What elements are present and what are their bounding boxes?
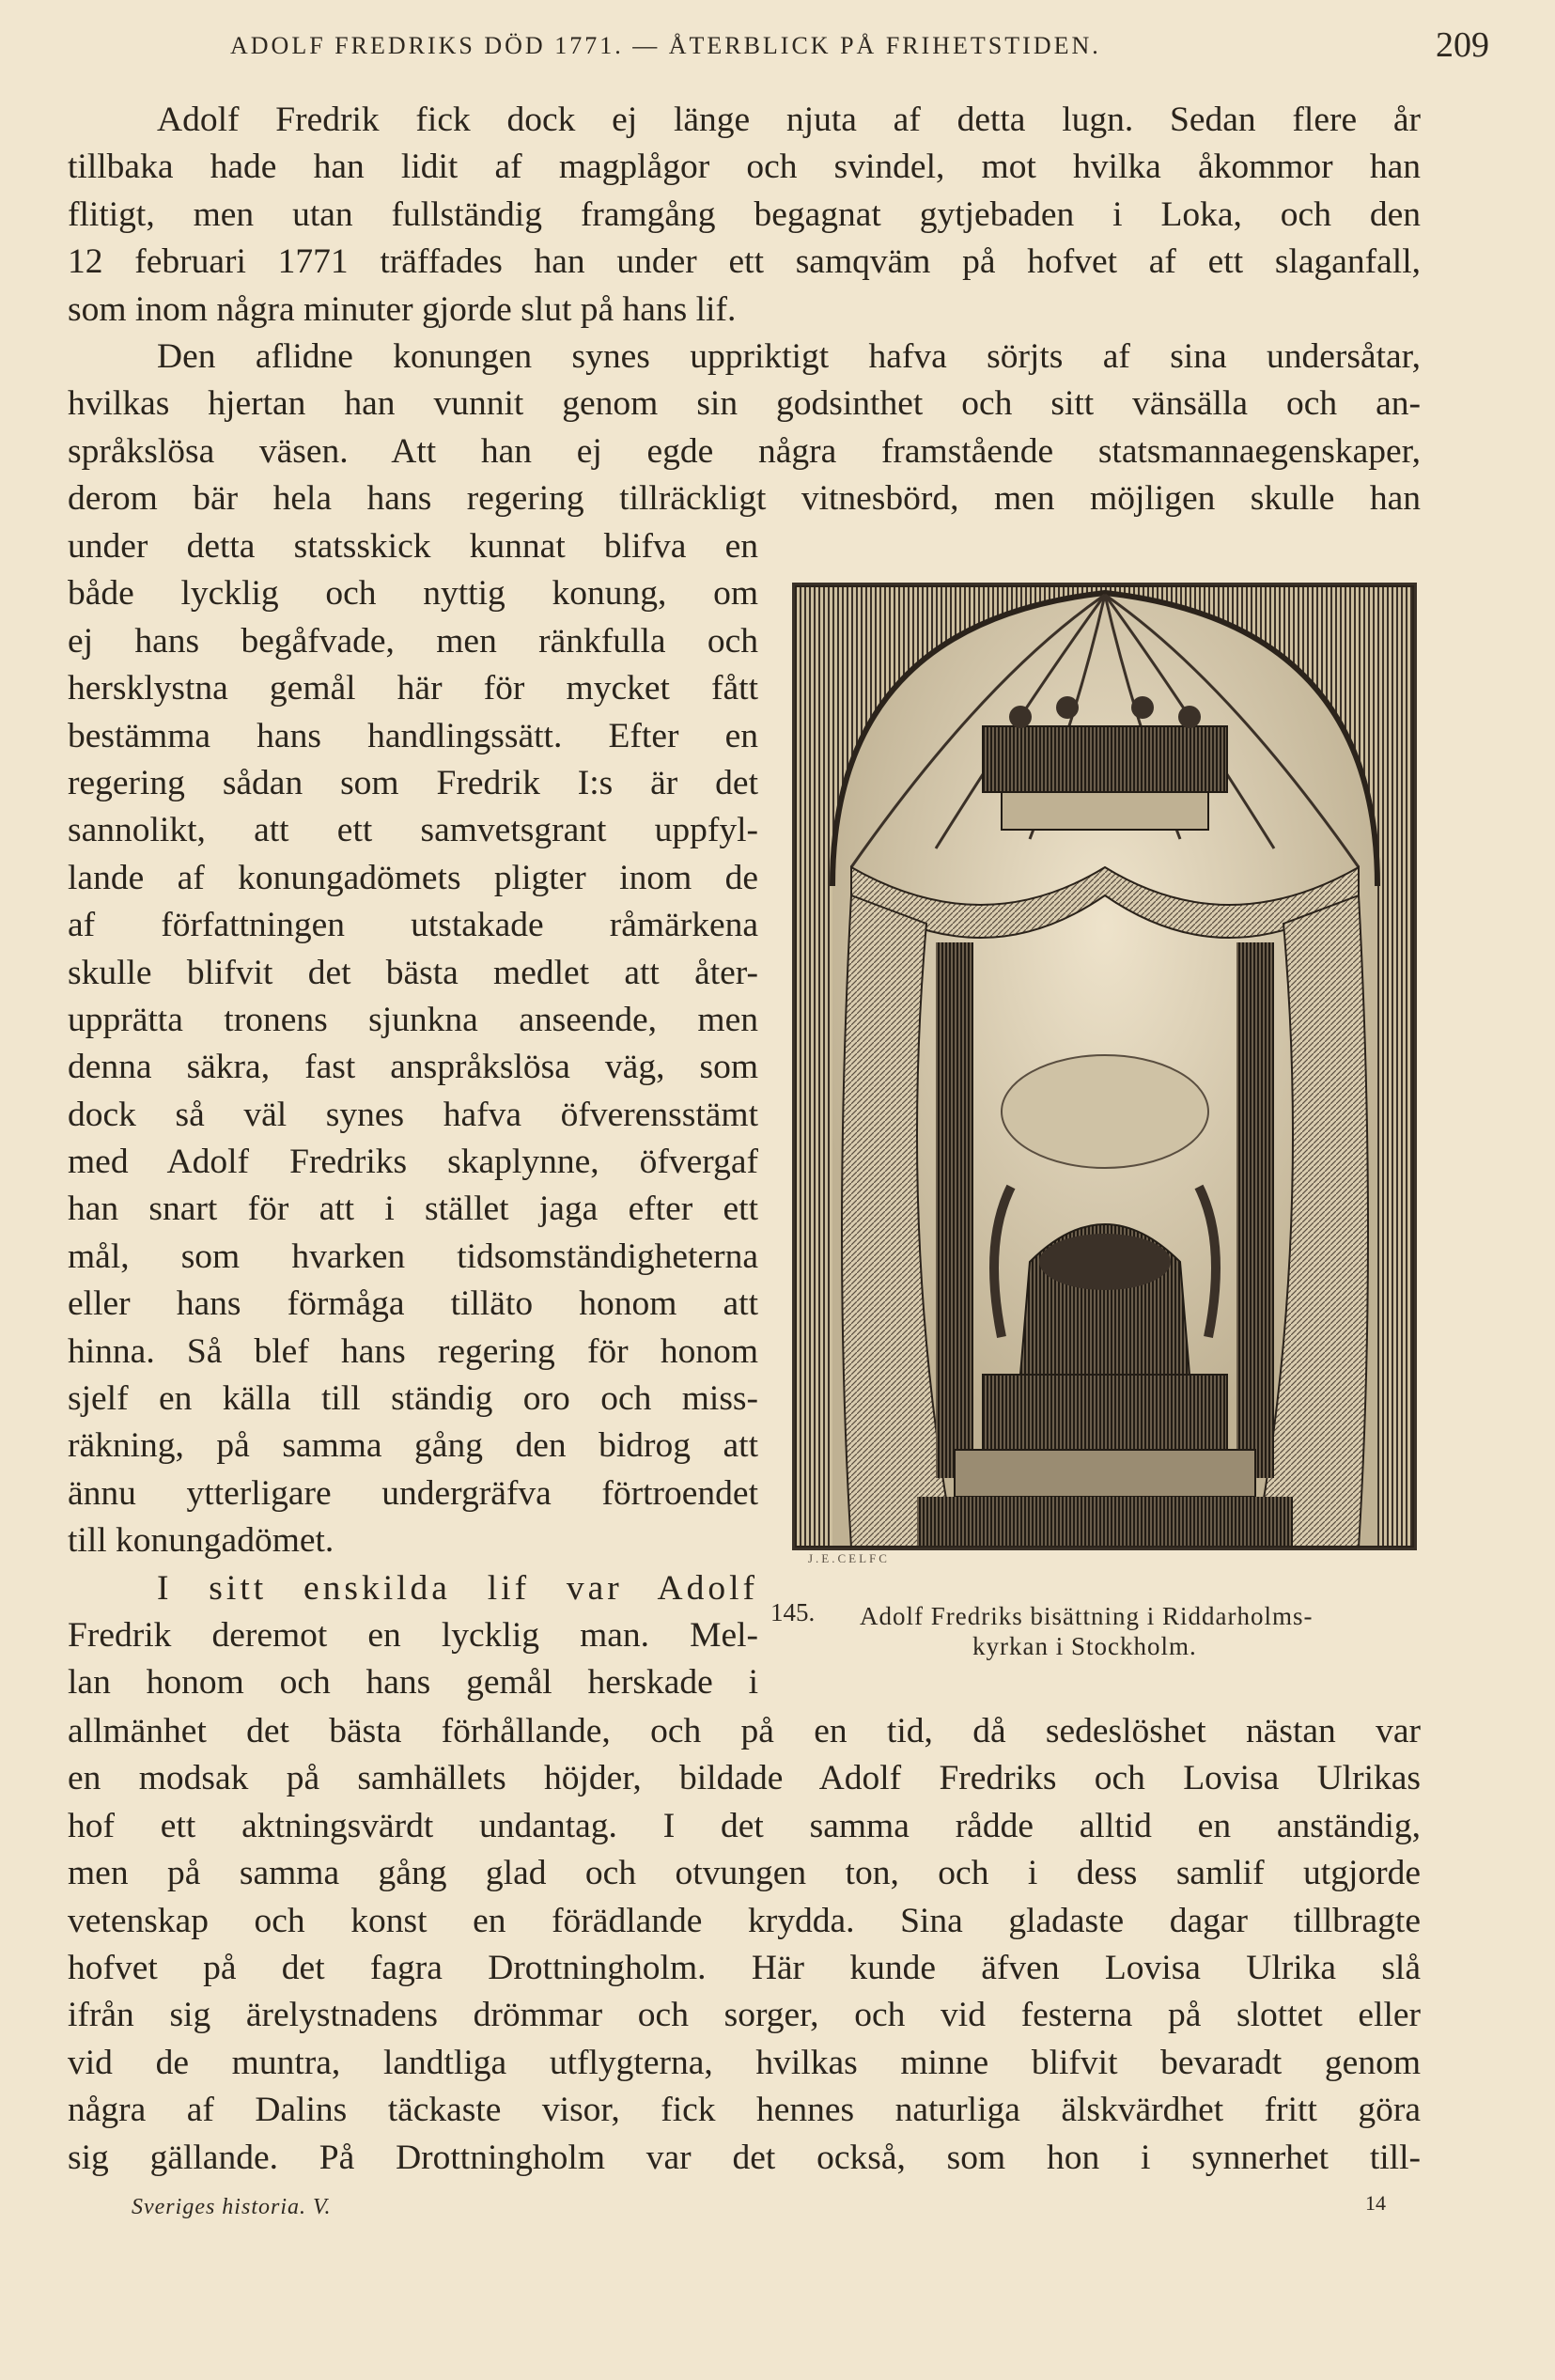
text-line: 12 februari 1771 träffades han under ett samqväm på hofvet af ett slaganfall, [68, 242, 1421, 282]
text-line: både lycklig och nyttig konung, om [68, 574, 758, 614]
text-line: men på samma gång glad och otvungen ton, och i dess samlif utgjorde [68, 1854, 1421, 1893]
text-line: regering sådan som Fredrik I:s är det [68, 763, 758, 802]
text-line: hofvet på det fagra Drottningholm. Här kunde äfven Lovisa Ulrika slå [68, 1948, 1421, 1987]
text-line: till konungadömet. [68, 1521, 334, 1561]
text-line: sjelf en källa till ständig oro och miss- [68, 1379, 758, 1419]
catafalque-engraving-icon [795, 585, 1414, 1548]
text-line: räkning, på samma gång den bidrog att [68, 1426, 758, 1466]
text-line: lan honom och hans gemål herskade i [68, 1663, 758, 1703]
text-line: eller hans förmåga tilläto honom att [68, 1284, 758, 1324]
text-line: I sitt enskilda lif var Adolf [157, 1568, 758, 1608]
bottom-paragraph [68, 1708, 1421, 2182]
text-line: språkslösa väsen. Att han ej egde några framstående statsmannaegenskaper, [68, 431, 1421, 471]
text-line: med Adolf Fredriks skaplynne, öfvergaf [68, 1143, 758, 1182]
text-line: upprätta tronens sjunkna anseende, men [68, 1000, 758, 1039]
text-line: ifrån sig ärelystnadens drömmar och sorger, och vid festerna på slottet eller [68, 1996, 1421, 2035]
text-line: vetenskap och konst en förädlande krydda. Sina gladaste dagar tillbragte [68, 1901, 1421, 1940]
text-line: Den aflidne konungen synes uppriktigt hafva sörjts af sina undersåtar, [157, 336, 1421, 376]
text-line: derom bär hela hans regering tillräckligt vitnesbörd, men möjligen skulle han [68, 479, 1421, 519]
text-line: hof ett aktningsvärdt undantag. I det samma rådde alltid en anständig, [68, 1806, 1421, 1845]
text-line: Fredrik deremot en lycklig man. Mel- [68, 1615, 758, 1655]
text-line: ännu ytterligare undergräfva förtroendet [68, 1473, 758, 1513]
text-line: några af Dalins täckaste visor, fick hennes naturliga älskvärdhet fritt göra [68, 2091, 1421, 2130]
text-line: sig gällande. På Drottningholm var det också, som hon i synnerhet till- [68, 2138, 1421, 2177]
text-line: allmänhet det bästa förhållande, och på en tid, då sedeslöshet nästan var [68, 1712, 1421, 1750]
text-line: sannolikt, att ett samvetsgrant uppfyl- [68, 811, 758, 850]
page-number: 209 [1436, 25, 1489, 65]
text-line: skulle blifvit det bästa medlet att åter- [68, 953, 758, 992]
text-line: dock så väl synes hafva öfverensstämt [68, 1095, 758, 1134]
engraving-figure [792, 583, 1417, 1550]
page-footer [132, 2191, 1386, 2229]
text-line: han snart för att i stället jaga efter ett [68, 1190, 758, 1229]
text-line: hinna. Så blef hans regering för honom [68, 1331, 758, 1371]
caption-number: 145. [770, 1598, 816, 1626]
running-head [66, 24, 1489, 71]
text-line: ej hans begåfvade, men ränkfulla och [68, 621, 758, 661]
text-line: Adolf Fredrik fick dock ej länge njuta af detta lugn. Sedan flere år [157, 101, 1421, 139]
text-line: under detta statsskick kunnat blifva en [68, 527, 758, 566]
text-line: vid de muntra, landtliga utflygterna, hvilkas minne blifvit bevaradt genom [68, 2043, 1421, 2082]
sheet-number: 14 [1365, 2191, 1386, 2215]
side-column-text [68, 523, 758, 1707]
caption-line: Adolf Fredriks bisättning i Riddarholms- [860, 1602, 1314, 1630]
running-head-title: ADOLF FREDRIKS DÖD 1771. — ÅTERBLICK PÅ FRIHETSTIDEN. [230, 32, 1101, 59]
text-line: hersklystna gemål här för mycket fått [68, 669, 758, 708]
text-line: tillbaka hade han lidit af magplågor och svindel, mot hvilka åkommor han [68, 148, 1421, 187]
text-line: mål, som hvarken tidsomständigheterna [68, 1237, 758, 1276]
text-line: denna säkra, fast anspråkslösa väg, som [68, 1048, 758, 1087]
text-line: hvilkas hjertan han vunnit genom sin godsinthet och sitt vänsälla och an- [68, 384, 1421, 424]
text-line: af författningen utstakade råmärkena [68, 906, 758, 945]
engraver-signature: J.E.CELFC [808, 1551, 890, 1565]
text-line: en modsak på samhällets höjder, bildade Adolf Fredriks och Lovisa Ulrikas [68, 1759, 1421, 1798]
text-line: flitigt, men utan fullständig framgång begagnat gytjebaden i Loka, och den [68, 194, 1421, 234]
text-line: som inom några minuter gjorde slut på hans lif. [68, 289, 737, 329]
text-line: bestämma hans handlingssätt. Efter en [68, 716, 758, 755]
caption-line: kyrkan i Stockholm. [972, 1632, 1197, 1660]
footer-signature: Sveriges historia. V. [132, 2195, 332, 2219]
top-paragraphs [68, 97, 1421, 523]
text-line: lande af konungadömets pligter inom de [68, 858, 758, 897]
